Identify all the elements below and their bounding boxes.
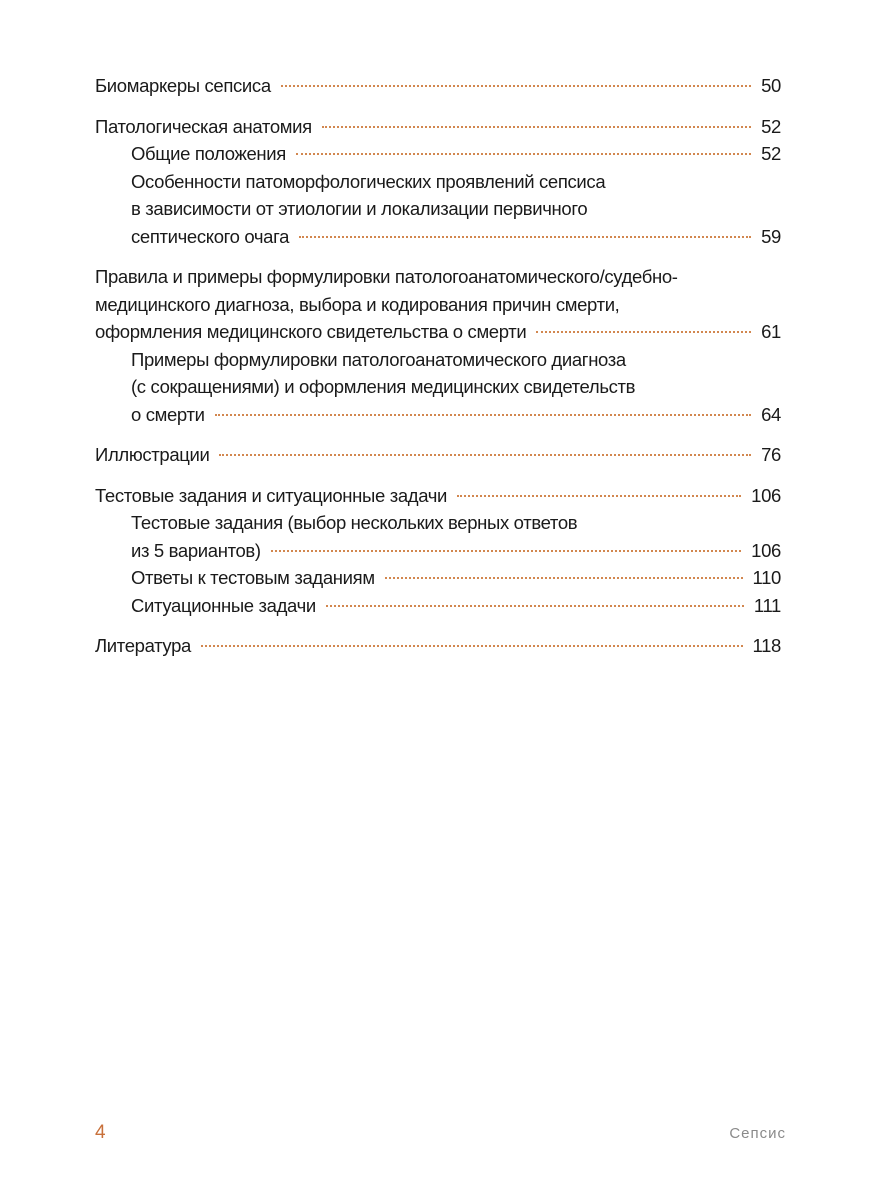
toc-entry-title: Тестовые задания (выбор нескольких верных ответов xyxy=(131,512,578,533)
toc-entry-title: Патологическая анатомия xyxy=(95,115,312,137)
toc-entry[interactable] xyxy=(95,113,781,141)
dot-leader xyxy=(219,454,751,456)
toc-entry-line xyxy=(95,564,781,592)
toc-entry[interactable] xyxy=(95,482,781,510)
toc-entry-title: Тестовые задания и ситуационные задачи xyxy=(95,484,448,506)
toc-entry-line xyxy=(95,195,781,223)
toc-entry-line xyxy=(95,318,781,346)
toc-entry-title: Биомаркеры сепсиса xyxy=(95,75,271,96)
dot-leader xyxy=(296,153,751,155)
toc-entry[interactable] xyxy=(95,592,781,620)
toc-entry-title: Особенности патоморфологических проявлений сепсиса xyxy=(131,170,606,192)
dot-leader xyxy=(299,236,751,238)
toc-entry-title: (с сокращениями) и оформления медицинских свидетельств xyxy=(131,376,636,397)
toc-page-number: 61 xyxy=(761,321,781,342)
toc-page-number: 111 xyxy=(753,594,781,616)
toc-entry-title: медицинского диагноза, выбора и кодирования причин смерти, xyxy=(95,293,620,315)
toc-entry-line xyxy=(95,263,781,291)
toc-page-number: 118 xyxy=(752,635,781,656)
dot-leader xyxy=(457,495,741,497)
toc-entry-line xyxy=(95,592,781,620)
toc-entry-title: из 5 вариантов) xyxy=(131,539,261,561)
toc-page-number: 50 xyxy=(761,75,781,96)
toc-page-number: 52 xyxy=(761,143,781,164)
toc-entry-title: Иллюстрации xyxy=(95,444,210,465)
toc-entry-line xyxy=(95,168,781,196)
page-number: 4 xyxy=(95,1122,106,1143)
toc-entry-line xyxy=(95,482,781,510)
toc-entry-line xyxy=(95,441,781,469)
toc-section xyxy=(95,632,781,660)
toc-entry-title: оформления медицинского свидетельства о смерти xyxy=(95,321,527,342)
toc-entry-line xyxy=(95,72,781,100)
toc-entry-line xyxy=(95,113,781,141)
dot-leader xyxy=(322,126,751,128)
toc-entry[interactable] xyxy=(95,263,781,346)
dot-leader xyxy=(201,645,743,647)
toc-entry-line xyxy=(95,291,781,319)
toc-entry-title: Ответы к тестовым заданиям xyxy=(131,567,375,588)
toc-section xyxy=(95,263,781,428)
toc-entry-title: Примеры формулировки патологоанатомического диагноза xyxy=(131,348,626,370)
toc-entry[interactable] xyxy=(95,564,781,592)
toc-section xyxy=(95,113,781,251)
toc-entry[interactable] xyxy=(95,72,781,100)
toc-entry-line xyxy=(95,346,781,374)
dot-leader xyxy=(536,331,751,333)
toc-entry-line xyxy=(95,537,781,565)
toc-page-number: 106 xyxy=(751,539,781,561)
toc-section xyxy=(95,441,781,469)
toc-entry[interactable] xyxy=(95,632,781,660)
dot-leader xyxy=(271,550,741,552)
toc-entry-line xyxy=(95,140,781,168)
dot-leader xyxy=(215,414,752,416)
toc-page-number: 59 xyxy=(761,225,781,247)
toc-entry-line xyxy=(95,632,781,660)
toc-entry[interactable] xyxy=(95,168,781,251)
toc-entry-title: в зависимости от этиологии и локализации первичного xyxy=(131,198,588,219)
table-of-contents xyxy=(95,72,781,660)
toc-entry-title: Правила и примеры формулировки патологоанатомического/судебно- xyxy=(95,266,678,287)
toc-entry-title: Ситуационные задачи xyxy=(131,594,316,616)
toc-page-number: 106 xyxy=(751,484,781,506)
toc-entry[interactable] xyxy=(95,441,781,469)
toc-section xyxy=(95,72,781,100)
running-title: Сепсис xyxy=(729,1125,786,1142)
toc-entry-title: Общие положения xyxy=(131,143,286,164)
toc-entry-line xyxy=(95,509,781,537)
toc-page-number: 52 xyxy=(761,115,781,137)
toc-entry-line xyxy=(95,401,781,429)
toc-entry-line xyxy=(95,223,781,251)
toc-entry-title: о смерти xyxy=(131,403,205,425)
dot-leader xyxy=(326,605,744,607)
toc-entry-title: Литература xyxy=(95,635,192,656)
toc-entry-title: септического очага xyxy=(131,225,290,247)
dot-leader xyxy=(281,85,751,87)
toc-page-number: 76 xyxy=(761,444,781,465)
toc-page-number: 110 xyxy=(752,567,781,588)
toc-entry[interactable] xyxy=(95,140,781,168)
toc-entry[interactable] xyxy=(95,346,781,429)
dot-leader xyxy=(385,577,743,579)
toc-page-number: 64 xyxy=(761,403,781,425)
toc-entry[interactable] xyxy=(95,509,781,564)
toc-section xyxy=(95,482,781,620)
toc-entry-line xyxy=(95,373,781,401)
